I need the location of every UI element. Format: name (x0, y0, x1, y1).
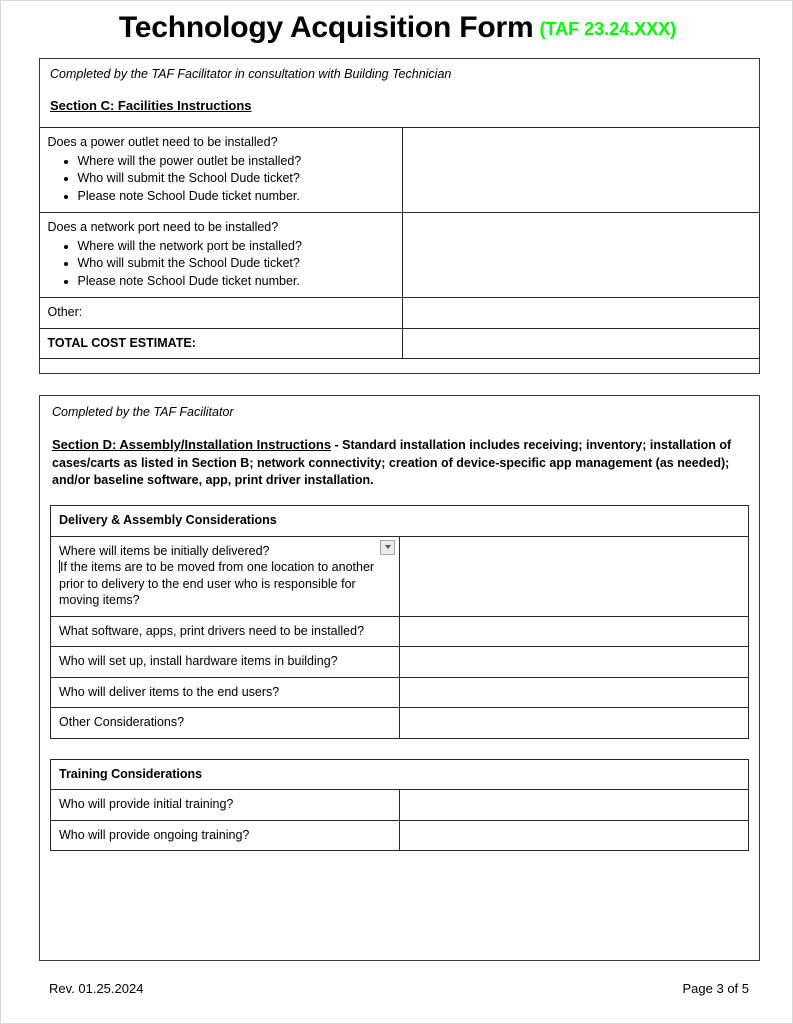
table-row (51, 616, 749, 647)
section-c-intro (40, 59, 759, 114)
facilities-table (39, 127, 760, 359)
section-d-note: Completed by the TAF Facilitator (52, 405, 234, 419)
training-answer-field[interactable] (400, 820, 749, 851)
training-question-cell: Who will provide initial training? (51, 790, 400, 821)
section-d-heading-text: Section D: Assembly/Installation Instructions (52, 436, 332, 452)
delivery-question-cell: Other Considerations? (51, 708, 400, 739)
facilities-question-cell (39, 213, 402, 298)
section-d-intro (40, 396, 759, 489)
table-row (51, 677, 749, 708)
table-row (39, 328, 759, 359)
section-c-note: Completed by the TAF Facilitator in consultation with Building Technician (50, 67, 452, 81)
list-item: • Please note School Dude ticket number. (78, 188, 394, 205)
delivery-table-wrap (50, 505, 749, 739)
facilities-answer-field[interactable] (402, 128, 759, 213)
list-item: • Where will the power outlet be installed? (78, 153, 394, 170)
delivery-assembly-table (50, 505, 749, 739)
table-row (51, 647, 749, 678)
section-d-container (39, 395, 760, 961)
section-d-heading-body: - Standard installation includes receiving; inventory; installation of cases/carts as listed in Section B; network connectivity; creation of device-specific app management (as needed); and/or baseline software, app, print driver installation. (52, 437, 732, 488)
facilities-answer-field[interactable] (402, 213, 759, 298)
delivery-answer-field[interactable] (400, 647, 749, 678)
delivery-question-line2-wrap (59, 559, 391, 609)
delivery-answer-field[interactable] (400, 677, 749, 708)
other-answer-field[interactable] (402, 298, 759, 329)
facilities-question-text: Does a network port need to be installed? (47, 220, 279, 234)
table-row (39, 298, 759, 329)
delivery-answer-field[interactable] (400, 536, 749, 616)
table-row (39, 128, 759, 213)
page-title-code: (TAF 23.24.XXX) (539, 19, 677, 39)
list-item: • Where will the network port be installed? (78, 238, 394, 255)
section-c-heading-text: Section C: Facilities Instructions (50, 97, 252, 113)
total-cost-label: TOTAL COST ESTIMATE: (39, 328, 402, 359)
section-d-heading (52, 436, 747, 490)
delivery-question-line2: If the items are to be moved from one location to another prior to delivery to the end user who is responsible for moving items? (59, 560, 375, 608)
page-footer (49, 981, 749, 996)
revision-label: Rev. 01.25.2024 (49, 981, 144, 996)
list-item: • Who will submit the School Dude ticket? (78, 170, 394, 187)
table-row (39, 213, 759, 298)
training-considerations-table (50, 759, 749, 852)
total-cost-answer-field[interactable] (402, 328, 759, 359)
facilities-question-text: Does a power outlet need to be installed? (47, 135, 278, 149)
delivery-answer-field[interactable] (400, 708, 749, 739)
chevron-down-icon[interactable] (380, 540, 395, 555)
facilities-bullet-list (48, 153, 394, 205)
other-label: Other: (39, 298, 402, 329)
training-question-cell: Who will provide ongoing training? (51, 820, 400, 851)
training-table-header: Training Considerations (51, 759, 749, 790)
delivery-question-cell (51, 536, 400, 616)
delivery-table-header: Delivery & Assembly Considerations (51, 506, 749, 537)
training-table-wrap (50, 759, 749, 852)
table-row (51, 820, 749, 851)
facilities-bullet-list (48, 238, 394, 290)
chevron-down-glyph (385, 545, 391, 549)
table-row (51, 708, 749, 739)
page-title (1, 11, 793, 45)
section-c-heading (50, 97, 749, 115)
list-item: • Who will submit the School Dude ticket? (78, 255, 394, 272)
list-item: • Please note School Dude ticket number. (78, 273, 394, 290)
table-row (51, 790, 749, 821)
page-title-main: Technology Acquisition Form (118, 11, 534, 44)
delivery-question-cell: Who will deliver items to the end users? (51, 677, 400, 708)
delivery-question-line1: Where will items be initially delivered? (59, 543, 270, 558)
section-c-container (39, 58, 760, 374)
delivery-answer-field[interactable] (400, 616, 749, 647)
page-number-label: Page 3 of 5 (682, 981, 749, 996)
table-header-row (51, 759, 749, 790)
table-header-row (51, 506, 749, 537)
training-answer-field[interactable] (400, 790, 749, 821)
delivery-question-cell: Who will set up, install hardware items in building? (51, 647, 400, 678)
facilities-question-cell (39, 128, 402, 213)
table-row (51, 536, 749, 616)
delivery-question-cell: What software, apps, print drivers need to be installed? (51, 616, 400, 647)
